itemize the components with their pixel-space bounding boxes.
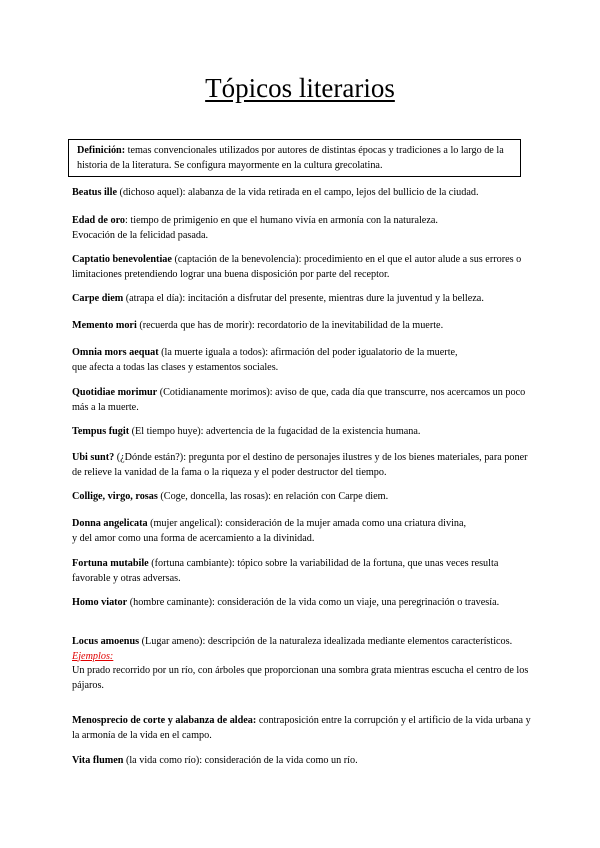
topic-entry-collige-virgo-rosas (72, 490, 534, 505)
topic-term: Donna angelicata (72, 518, 148, 529)
topic-description-line2: y del amor como una forma de acercamiento a la divinidad. (72, 532, 315, 544)
topic-description: (recuerda que has de morir): recordatorio de la inevitabilidad de la muerte. (136, 320, 444, 331)
topic-description-line2: que afecta a todas las clases y estamentos sociales. (72, 361, 279, 373)
topic-term: Memento mori (72, 320, 137, 331)
topic-description: (Coge, doncella, las rosas): en relación con Carpe diem. (157, 491, 389, 502)
example-text: Un prado recorrido por un río, con árboles que proporcionan una sombra grata mientras escucha el centro de los pájaros. (72, 665, 529, 691)
topic-term: Edad de oro (72, 215, 126, 226)
topic-term: Collige, virgo, rosas (72, 491, 158, 502)
topic-entry-donna-angelicata (72, 517, 534, 546)
topic-description: : tiempo de primigenio en que el humano vivía en armonía con la naturaleza. (125, 215, 438, 226)
topic-term: Beatus ille (72, 187, 117, 198)
topic-entry-beatus-ille (72, 186, 534, 201)
topic-description: (captación de la benevolencia): procedimiento en el que el autor alude a sus errores o limitaciones pretendiendo lograr una buena disposición por parte del receptor. (72, 254, 522, 280)
topic-description: (Lugar ameno): descripción de la naturaleza idealizada mediante elementos característicos. (139, 636, 513, 647)
topic-term: Tempus fugit (72, 426, 130, 437)
topic-description: (la muerte iguala a todos): afirmación del poder igualatorio de la muerte, (158, 347, 458, 358)
topic-entry-vita-flumen (72, 754, 534, 769)
topic-entry-homo-viator (72, 596, 534, 611)
topic-entry-omnia-mors-aequat (72, 346, 534, 375)
topic-entry-edad-de-oro (72, 214, 534, 243)
topic-entry-memento-mori (72, 319, 534, 334)
topic-description: (hombre caminante): consideración de la vida como un viaje, una peregrinación o travesía. (127, 597, 500, 608)
topic-term: Ubi sunt? (72, 452, 115, 463)
topic-entry-captatio-benevolentiae (72, 253, 534, 282)
topic-term: Quotidiae morimur (72, 387, 158, 398)
definition-label: Definición: (77, 145, 126, 156)
topic-entry-carpe-diem (72, 292, 534, 307)
topic-description: (mujer angelical): consideración de la mujer amada como una criatura divina, (147, 518, 467, 529)
topic-term: Vita flumen (72, 755, 124, 766)
topic-entry-fortuna-mutabile (72, 557, 534, 586)
topic-term: Fortuna mutabile (72, 558, 149, 569)
topic-entry-tempus-fugit (72, 425, 534, 440)
topic-description: (atrapa el día): incitación a disfrutar del presente, mientras dure la juventud y la belleza. (123, 293, 484, 304)
topic-term: Menosprecio de corte y alabanza de aldea: (72, 715, 257, 726)
topic-entry-menosprecio-de-corte (72, 714, 534, 743)
topic-term: Captatio benevolentiae (72, 254, 172, 265)
topic-description: (El tiempo huye): advertencia de la fugacidad de la existencia humana. (129, 426, 421, 437)
topic-entry-locus-amoenus (72, 635, 534, 693)
definition-text: temas convencionales utilizados por autores de distintas épocas y tradiciones a lo largo de la historia de la literatura. Se configura mayormente en la cultura grecolatina. (77, 145, 504, 171)
topic-description: (¿Dónde están?): pregunta por el destino de personajes ilustres y de los bienes materiales, para poner de relieve la vanidad de la fama o la riqueza y el poder destructor del tiempo. (72, 452, 528, 478)
topic-entry-quotidiae-morimur (72, 386, 534, 415)
topic-description: (Cotidianamente morimos): aviso de que, cada día que transcurre, nos acercamos un poco más a la muerte. (72, 387, 526, 413)
topic-entry-ubi-sunt (72, 451, 534, 480)
topic-term: Carpe diem (72, 293, 124, 304)
examples-label: Ejemplos: (72, 650, 114, 662)
topic-description-line2: Evocación de la felicidad pasada. (72, 229, 209, 241)
topic-description: (dichoso aquel): alabanza de la vida retirada en el campo, lejos del bullicio de la ciudad. (117, 187, 479, 198)
topic-description: (la vida como río): consideración de la vida como un río. (123, 755, 358, 766)
topic-description: (fortuna cambiante): tópico sobre la variabilidad de la fortuna, que unas veces resulta favorable y otras adversas. (72, 558, 499, 584)
page-title: Tópicos literarios (205, 73, 395, 103)
topic-term: Locus amoenus (72, 636, 140, 647)
definition-box (68, 139, 521, 177)
topic-term: Homo viator (72, 597, 128, 608)
topic-term: Omnia mors aequat (72, 347, 159, 358)
topic-description: contraposición entre la corrupción y el artificio de la vida urbana y la armonía de la vida en el campo. (72, 715, 531, 741)
